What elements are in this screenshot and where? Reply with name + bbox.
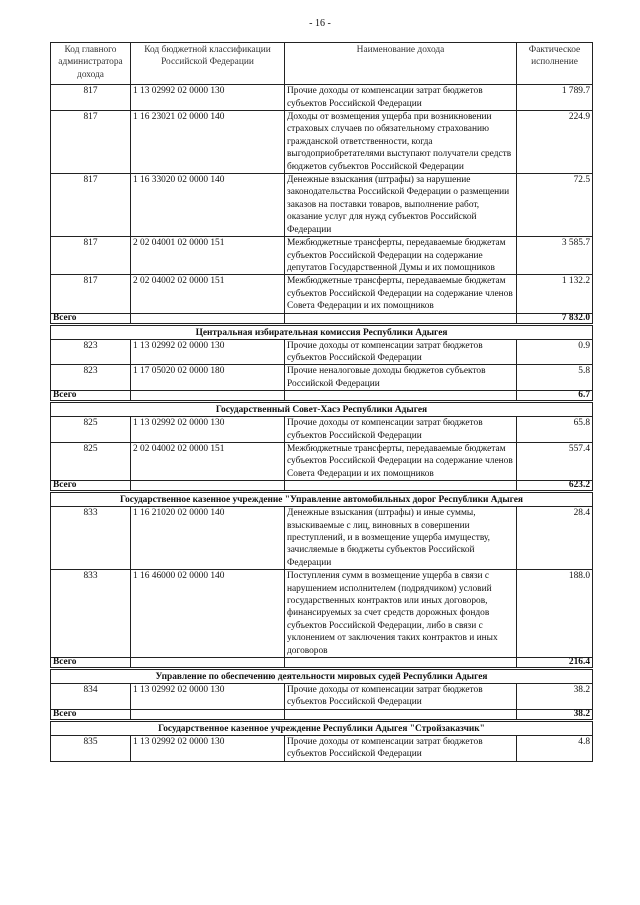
income-name-cell: Прочие доходы от компенсации затрат бюджетов субъектов Российской Федерации	[285, 684, 517, 710]
amount-cell: 224.9	[517, 111, 593, 174]
empty-cell	[285, 313, 517, 324]
amount-cell: 3 585.7	[517, 237, 593, 275]
header-admin-code: Код главного администратора дохода	[51, 43, 131, 85]
admin-code-cell: 833	[51, 570, 131, 658]
section-header-row	[51, 402, 593, 417]
admin-code-cell: 833	[51, 507, 131, 570]
total-row	[51, 391, 593, 402]
total-label: Всего	[51, 313, 131, 324]
table-row	[51, 275, 593, 313]
total-row	[51, 658, 593, 669]
table-header-row	[51, 43, 593, 85]
amount-cell: 38.2	[517, 684, 593, 710]
amount-cell: 557.4	[517, 442, 593, 480]
table-row	[51, 339, 593, 365]
empty-cell	[285, 709, 517, 720]
section-title: Государственное казенное учреждение "Управление автомобильных дорог Республики Адыгея	[51, 492, 593, 507]
amount-cell: 1 789.7	[517, 85, 593, 111]
income-name-cell: Прочие доходы от компенсации затрат бюджетов субъектов Российской Федерации	[285, 85, 517, 111]
income-name-cell: Прочие доходы от компенсации затрат бюджетов субъектов Российской Федерации	[285, 417, 517, 443]
total-value: 216.4	[517, 658, 593, 669]
admin-code-cell: 817	[51, 111, 131, 174]
admin-code-cell: 823	[51, 339, 131, 365]
admin-code-cell: 817	[51, 174, 131, 237]
header-income-name: Наименование дохода	[285, 43, 517, 85]
amount-cell: 0.9	[517, 339, 593, 365]
amount-cell: 4.8	[517, 735, 593, 761]
budget-code-cell: 1 16 21020 02 0000 140	[131, 507, 285, 570]
total-value: 38.2	[517, 709, 593, 720]
amount-cell: 72.5	[517, 174, 593, 237]
amount-cell: 188.0	[517, 570, 593, 658]
income-name-cell: Денежные взыскания (штрафы) и иные суммы, взыскиваемые с лиц, виновных в совершении преступлений, и в возмещение ущерба имуществу, зачисляемые в бюджеты субъектов Российской Федерации	[285, 507, 517, 570]
section-title: Управление по обеспечению деятельности мировых судей Республики Адыгея	[51, 669, 593, 684]
total-value: 7 832.0	[517, 313, 593, 324]
table-row	[51, 365, 593, 391]
income-name-cell: Поступления сумм в возмещение ущерба в связи с нарушением исполнителем (подрядчиком) условий государственных контрактов или иных договоров, финансируемых за счет средств дорожных фондов субъектов Российской Федерации, либо в связи с уклонением от заключения таких контрактов и иных договоров	[285, 570, 517, 658]
admin-code-cell: 817	[51, 85, 131, 111]
empty-cell	[285, 658, 517, 669]
total-value: 623.2	[517, 481, 593, 492]
budget-code-cell: 1 13 02992 02 0000 130	[131, 417, 285, 443]
budget-code-cell: 1 13 02992 02 0000 130	[131, 735, 285, 761]
empty-cell	[131, 391, 285, 402]
table-row	[51, 442, 593, 480]
amount-cell: 1 132.2	[517, 275, 593, 313]
admin-code-cell: 825	[51, 442, 131, 480]
admin-code-cell: 834	[51, 684, 131, 710]
section-header-row	[51, 324, 593, 339]
empty-cell	[131, 481, 285, 492]
total-label: Всего	[51, 658, 131, 669]
empty-cell	[285, 391, 517, 402]
table-row	[51, 735, 593, 761]
budget-code-cell: 1 16 23021 02 0000 140	[131, 111, 285, 174]
total-label: Всего	[51, 709, 131, 720]
empty-cell	[285, 481, 517, 492]
income-name-cell: Доходы от возмещения ущерба при возникновении страховых случаев по обязательному страхованию гражданской ответственности, когда выгодоприобретателями выступают получатели средств бюджетов субъектов Российской Федерации	[285, 111, 517, 174]
section-header-row	[51, 669, 593, 684]
total-row	[51, 313, 593, 324]
section-title: Центральная избирательная комиссия Республики Адыгея	[51, 324, 593, 339]
empty-cell	[131, 658, 285, 669]
admin-code-cell: 817	[51, 237, 131, 275]
empty-cell	[131, 313, 285, 324]
income-name-cell: Межбюджетные трансферты, передаваемые бюджетам субъектов Российской Федерации на содержание депутатов Государственной Думы и их помощников	[285, 237, 517, 275]
income-name-cell: Прочие доходы от компенсации затрат бюджетов субъектов Российской Федерации	[285, 735, 517, 761]
budget-code-cell: 1 13 02992 02 0000 130	[131, 85, 285, 111]
budget-code-cell: 2 02 04002 02 0000 151	[131, 442, 285, 480]
total-row	[51, 709, 593, 720]
section-title: Государственное казенное учреждение Республики Адыгея "Стройзаказчик"	[51, 720, 593, 735]
header-actual-execution: Фактическое исполнение	[517, 43, 593, 85]
table-body	[51, 85, 593, 761]
income-name-cell: Межбюджетные трансферты, передаваемые бюджетам субъектов Российской Федерации на содержание членов Совета Федерации и их помощников	[285, 275, 517, 313]
total-label: Всего	[51, 391, 131, 402]
admin-code-cell: 835	[51, 735, 131, 761]
budget-code-cell: 2 02 04001 02 0000 151	[131, 237, 285, 275]
admin-code-cell: 823	[51, 365, 131, 391]
table-row	[51, 417, 593, 443]
table-row	[51, 684, 593, 710]
total-value: 6.7	[517, 391, 593, 402]
income-name-cell: Межбюджетные трансферты, передаваемые бюджетам субъектов Российской Федерации на содержание членов Совета Федерации и их помощников	[285, 442, 517, 480]
empty-cell	[131, 709, 285, 720]
table-row	[51, 85, 593, 111]
table-row	[51, 174, 593, 237]
table-row	[51, 111, 593, 174]
budget-code-cell: 2 02 04002 02 0000 151	[131, 275, 285, 313]
total-row	[51, 481, 593, 492]
budget-code-cell: 1 16 33020 02 0000 140	[131, 174, 285, 237]
amount-cell: 28.4	[517, 507, 593, 570]
section-header-row	[51, 492, 593, 507]
table-row	[51, 237, 593, 275]
admin-code-cell: 825	[51, 417, 131, 443]
admin-code-cell: 817	[51, 275, 131, 313]
page-number: - 16 -	[309, 18, 331, 29]
section-title: Государственный Совет-Хасэ Республики Адыгея	[51, 402, 593, 417]
income-name-cell: Прочие доходы от компенсации затрат бюджетов субъектов Российской Федерации	[285, 339, 517, 365]
amount-cell: 65.8	[517, 417, 593, 443]
total-label: Всего	[51, 481, 131, 492]
budget-code-cell: 1 17 05020 02 0000 180	[131, 365, 285, 391]
header-budget-code: Код бюджетной классификации Российской Федерации	[131, 43, 285, 85]
table-row	[51, 507, 593, 570]
table-row	[51, 570, 593, 658]
income-name-cell: Денежные взыскания (штрафы) за нарушение законодательства Российской Федерации о размещении заказов на поставки товаров, выполнение работ, оказание услуг для нужд субъектов Российской Федерации	[285, 174, 517, 237]
section-header-row	[51, 720, 593, 735]
income-name-cell: Прочие неналоговые доходы бюджетов субъектов Российской Федерации	[285, 365, 517, 391]
budget-code-cell: 1 16 46000 02 0000 140	[131, 570, 285, 658]
budget-code-cell: 1 13 02992 02 0000 130	[131, 339, 285, 365]
budget-code-cell: 1 13 02992 02 0000 130	[131, 684, 285, 710]
revenue-table	[50, 42, 593, 762]
amount-cell: 5.8	[517, 365, 593, 391]
